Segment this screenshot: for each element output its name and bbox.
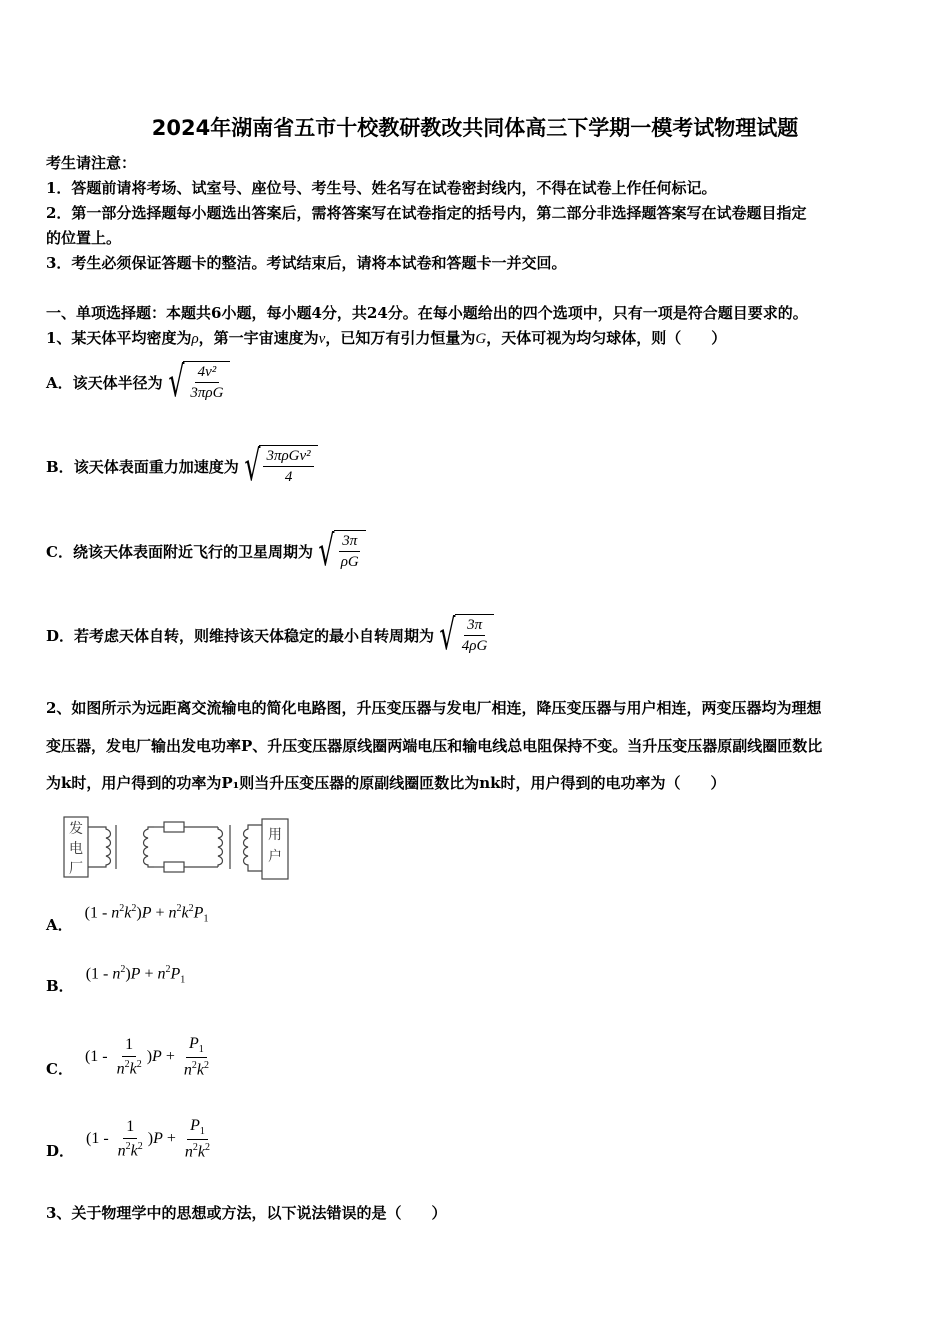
q2-option-c-expression: (1 - $\frac{1}{n^2k^2}$ ) P + $\frac{P_1}{n^2k^2}$ bbox=[84, 1035, 209, 1079]
line-resistor-bottom bbox=[164, 862, 184, 872]
q2-option-a-expression: $(1 - n^2k^2)P + n^2k^2P_1$ bbox=[84, 903, 209, 925]
power-plant-label-2: 电 bbox=[69, 841, 83, 857]
step-up-secondary-coil bbox=[144, 827, 155, 867]
notice-item-3: 3．考生必须保证答题卡的整洁。考试结束后，请将本试卷和答题卡一并交回。 bbox=[46, 254, 567, 272]
q1-option-d[interactable]: D． 若考虑天体自转，则维持该天体稳定的最小自转周期为 √ $\frac{3\pi}{4\rho G}$ bbox=[46, 614, 494, 656]
sqrt-expression: √ $\frac{3\pi}{4\rho G}$ bbox=[434, 614, 494, 656]
section-heading: 一、单项选择题：本题共6小题，每小题4分，共24分。在每小题给出的四个选项中，只有一项是符合题目要求的。 bbox=[46, 304, 808, 322]
q2-option-a[interactable]: A． $(1 - n^2k^2)P + n^2k^2P_1$ bbox=[46, 903, 209, 934]
sqrt-expression: √ $\frac{3\pi}{\rho G}$ bbox=[313, 530, 366, 572]
power-plant-label-1: 发 bbox=[69, 821, 83, 837]
q2-stem-line-2: 变压器，发电厂输出发电功率P、升压变压器原线圈两端电压和输电线总电阻保持不变。当升压变压器原副线圈匝数比 bbox=[46, 737, 823, 755]
notice-item-1: 1．答题前请将考场、试室号、座位号、考生号、姓名写在试卷密封线内，不得在试卷上作任何标记。 bbox=[46, 179, 717, 197]
q2-option-d[interactable]: D． (1 - $\frac{1}{n^2k^2}$ ) P + $\frac{P_1}{n^2k^2}$ bbox=[46, 1117, 215, 1161]
power-plant-label-3: 厂 bbox=[69, 861, 83, 877]
q2-option-d-expression: (1 - $\frac{1}{n^2k^2}$ ) P + $\frac{P_1}{n^2k^2}$ bbox=[86, 1117, 211, 1161]
line-resistor-top bbox=[164, 822, 184, 832]
step-down-secondary-coil bbox=[244, 825, 263, 871]
step-down-primary-coil bbox=[218, 827, 223, 867]
q1-stem: 1、某天体平均密度为ρ，第一宇宙速度为v，已知万有引力恒量为G，天体可视为均匀球体，则（ ） bbox=[46, 329, 727, 347]
q1-option-c[interactable]: C． 绕该天体表面附近飞行的卫星周期为 √ $\frac{3\pi}{\rho G}$ bbox=[46, 530, 366, 572]
q2-stem-line-3: 为k时，用户得到的功率为P₁则当升压变压器的原副线圈匝数比为nk时，用户得到的电功率为（ ） bbox=[46, 774, 726, 792]
q2-option-b[interactable]: B． $(1 - n^2)P + n^2P_1$ bbox=[46, 964, 186, 995]
q2-stem-line-1: 2、如图所示为远距离交流输电的简化电路图，升压变压器与发电厂相连，降压变压器与用户相连，两变压器均为理想 bbox=[46, 699, 822, 717]
page-title: 2024年湖南省五市十校教研教改共同体高三下学期一模考试物理试题 bbox=[151, 116, 799, 140]
step-up-primary-coil bbox=[88, 827, 111, 867]
user-label-2: 户 bbox=[268, 849, 282, 865]
notice-item-2-cont: 的位置上。 bbox=[46, 229, 122, 247]
sqrt-expression: √ $\frac{\text{4v²}}{\text{3πρG}}$ bbox=[163, 361, 231, 403]
notice-item-2: 2．第一部分选择题每小题选出答案后，需将答案写在试卷指定的括号内，第二部分非选择题答案写在试卷题目指定 bbox=[46, 204, 807, 222]
user-label-1: 用 bbox=[268, 827, 282, 843]
notice-heading: 考生请注意： bbox=[46, 154, 137, 172]
sqrt-expression: √ $\frac{\text{3πρGv²}}{4}$ bbox=[239, 445, 318, 487]
q1-option-a[interactable]: A． 该天体半径为 √ $\frac{\text{4v²}}{\text{3πρG}}$ bbox=[46, 361, 230, 403]
q2-option-b-expression: $(1 - n^2)P + n^2P_1$ bbox=[85, 964, 186, 986]
transmission-circuit-diagram bbox=[62, 815, 294, 885]
q3-stem: 3、关于物理学中的思想或方法，以下说法错误的是（ ） bbox=[46, 1204, 447, 1222]
q2-option-c[interactable]: C． (1 - $\frac{1}{n^2k^2}$ ) P + $\frac{P_1}{n^2k^2}$ bbox=[46, 1035, 214, 1079]
q1-option-b[interactable]: B． 该天体表面重力加速度为 √ $\frac{\text{3πρGv²}}{4}$ bbox=[46, 445, 318, 487]
